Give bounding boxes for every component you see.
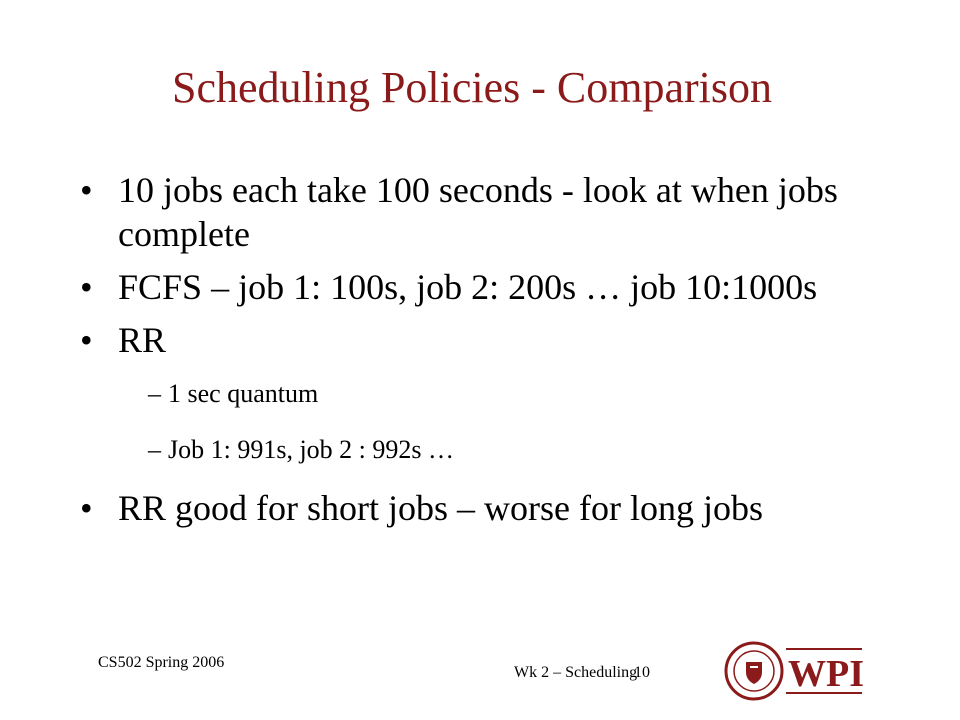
dash-icon: – <box>148 379 161 408</box>
bullet-item <box>80 168 840 256</box>
sub-bullet-item <box>80 434 840 466</box>
sub-bullet-text: Job 1: 991s, job 2 : 992s … <box>168 435 455 464</box>
bullet-text: FCFS – job 1: 100s, job 2: 200s … job 10:1000s <box>118 267 818 307</box>
sub-bullet-text: 1 sec quantum <box>168 379 319 408</box>
bullet-icon: • <box>80 170 93 210</box>
wpi-logo <box>724 636 864 711</box>
slide-title: Scheduling Policies - Comparison <box>171 63 773 112</box>
bullet-icon: • <box>80 267 93 307</box>
bullet-text: RR good for short jobs – worse for long jobs <box>118 488 763 528</box>
bullet-list <box>80 168 840 539</box>
bullet-item <box>80 486 840 530</box>
footer-section: Wk 2 – Scheduling <box>514 664 638 681</box>
bullet-icon: • <box>80 320 93 360</box>
logo-text: WPI <box>788 653 864 695</box>
bullet-item <box>80 318 840 362</box>
bullet-icon: • <box>80 488 93 528</box>
sub-bullet-item <box>80 378 840 410</box>
bullet-text: RR <box>118 320 167 360</box>
dash-icon: – <box>148 435 161 464</box>
bullet-text: 10 jobs each take 100 seconds - look at when jobs complete <box>118 170 838 254</box>
wpi-seal-icon <box>724 636 864 706</box>
page-number: 10 <box>634 664 650 681</box>
bullet-item <box>80 265 840 309</box>
footer-course: CS502 Spring 2006 <box>98 654 225 671</box>
